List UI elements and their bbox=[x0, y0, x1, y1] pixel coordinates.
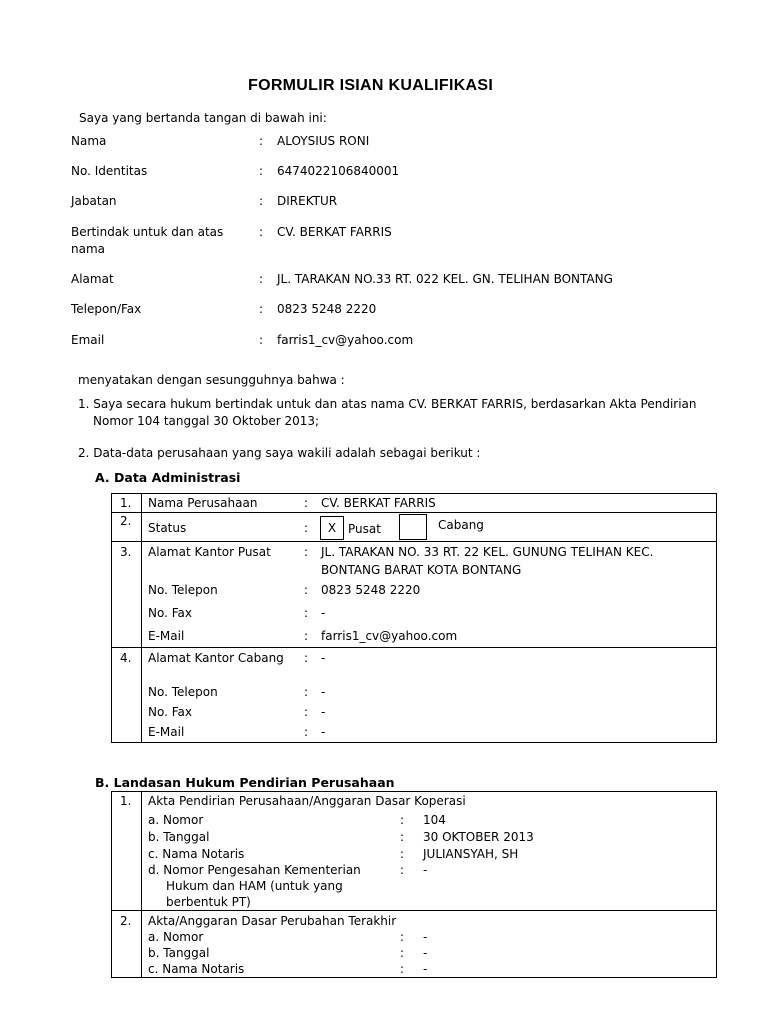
alamat-value: JL. TARAKAN NO.33 RT. 022 KEL. GN. TELIHAN BONTANG bbox=[277, 272, 613, 286]
colon: : bbox=[400, 830, 405, 844]
colon: : bbox=[304, 545, 309, 559]
identitas-label: No. Identitas bbox=[71, 164, 148, 178]
colon: : bbox=[400, 946, 405, 960]
alamat-pusat-value-line2: BONTANG BARAT KOTA BONTANG bbox=[321, 563, 522, 577]
column-divider bbox=[141, 791, 142, 978]
identitas-value: 6474022106840001 bbox=[277, 164, 400, 178]
pengesahan-label-line2: Hukum dan HAM (untuk yang bbox=[166, 879, 343, 893]
table-border bbox=[111, 493, 112, 743]
row-divider bbox=[111, 910, 717, 911]
bertindak-value: CV. BERKAT FARRIS bbox=[277, 225, 392, 239]
item1-line2: Nomor 104 tanggal 30 Oktober 2013; bbox=[93, 414, 320, 428]
perubahan-nomor-label: a. Nomor bbox=[148, 930, 204, 944]
bertindak-label-line1: Bertindak untuk dan atas bbox=[71, 225, 224, 239]
colon: : bbox=[400, 962, 405, 976]
akta-perubahan-title: Akta/Anggaran Dasar Perubahan Terakhir bbox=[148, 914, 397, 928]
nama-value: ALOYSIUS RONI bbox=[277, 134, 370, 148]
telepon-pusat-value: 0823 5248 2220 bbox=[321, 583, 421, 597]
table-border bbox=[716, 791, 717, 978]
pusat-label: Pusat bbox=[348, 522, 381, 536]
jabatan-value: DIREKTUR bbox=[277, 194, 338, 208]
akta-pendirian-title: Akta Pendirian Perusahaan/Anggaran Dasar Koperasi bbox=[148, 794, 466, 808]
item1-line1: 1. Saya secara hukum bertindak untuk dan atas nama CV. BERKAT FARRIS, berdasarkan Akta Pendirian bbox=[78, 397, 697, 411]
jabatan-label: Jabatan bbox=[71, 194, 117, 208]
perubahan-notaris-label: c. Nama Notaris bbox=[148, 962, 245, 976]
colon: : bbox=[304, 606, 309, 620]
statement-text: menyatakan dengan sesungguhnya bahwa : bbox=[78, 373, 345, 387]
column-divider bbox=[141, 493, 142, 743]
table-row-number: 4. bbox=[120, 651, 132, 665]
table-row-number: 1. bbox=[120, 496, 132, 510]
table-border bbox=[111, 791, 112, 978]
nama-label: Nama bbox=[71, 134, 107, 148]
fax-pusat-value: - bbox=[321, 606, 326, 620]
email-pusat-label: E-Mail bbox=[148, 629, 185, 643]
fax-cabang-label: No. Fax bbox=[148, 705, 192, 719]
telepon-pusat-label: No. Telepon bbox=[148, 583, 218, 597]
akta-tanggal-value: 30 OKTOBER 2013 bbox=[423, 830, 534, 844]
alamat-cabang-value: - bbox=[321, 651, 326, 665]
email-cabang-value: - bbox=[321, 725, 326, 739]
colon: : bbox=[304, 629, 309, 643]
alamat-cabang-label: Alamat Kantor Cabang bbox=[148, 651, 284, 665]
pengesahan-label-line1: d. Nomor Pengesahan Kementerian bbox=[148, 863, 361, 877]
akta-nomor-value: 104 bbox=[423, 813, 446, 827]
email-colon: : bbox=[259, 333, 264, 347]
akta-nomor-label: a. Nomor bbox=[148, 813, 204, 827]
bertindak-label-line2: nama bbox=[71, 242, 106, 256]
status-label: Status bbox=[148, 521, 187, 535]
item2-text: 2. Data-data perusahaan yang saya wakili adalah sebagai berikut : bbox=[78, 446, 481, 460]
colon: : bbox=[400, 863, 405, 877]
check-mark-x: X bbox=[327, 521, 337, 535]
fax-pusat-label: No. Fax bbox=[148, 606, 192, 620]
pusat-checkbox[interactable] bbox=[320, 516, 344, 540]
section-b-heading: B. Landasan Hukum Pendirian Perusahaan bbox=[95, 775, 395, 790]
table-row-number: 2. bbox=[120, 914, 132, 928]
alamat-colon: : bbox=[259, 272, 264, 286]
telepon-cabang-label: No. Telepon bbox=[148, 685, 218, 699]
perubahan-nomor-value: - bbox=[423, 930, 428, 944]
row-divider bbox=[111, 512, 717, 513]
telepon-value: 0823 5248 2220 bbox=[277, 302, 377, 316]
email-cabang-label: E-Mail bbox=[148, 725, 185, 739]
section-a-heading: A. Data Administrasi bbox=[95, 470, 241, 485]
colon: : bbox=[304, 725, 309, 739]
colon: : bbox=[304, 496, 309, 510]
nama-colon: : bbox=[259, 134, 264, 148]
alamat-label: Alamat bbox=[71, 272, 114, 286]
telepon-colon: : bbox=[259, 302, 264, 316]
akta-tanggal-label: b. Tanggal bbox=[148, 830, 210, 844]
colon: : bbox=[304, 685, 309, 699]
colon: : bbox=[400, 847, 405, 861]
colon: : bbox=[304, 583, 309, 597]
table-border bbox=[111, 977, 717, 978]
nama-perusahaan-value: CV. BERKAT FARRIS bbox=[321, 496, 436, 510]
colon: : bbox=[304, 651, 309, 665]
table-border bbox=[111, 493, 717, 494]
akta-notaris-value: JULIANSYAH, SH bbox=[423, 847, 519, 861]
pengesahan-value: - bbox=[423, 863, 428, 877]
perubahan-notaris-value: - bbox=[423, 962, 428, 976]
colon: : bbox=[400, 813, 405, 827]
colon: : bbox=[304, 521, 309, 535]
table-row-number: 1. bbox=[120, 794, 132, 808]
table-border bbox=[111, 742, 717, 743]
intro-text: Saya yang bertanda tangan di bawah ini: bbox=[79, 111, 327, 125]
alamat-pusat-label: Alamat Kantor Pusat bbox=[148, 545, 271, 559]
perubahan-tanggal-value: - bbox=[423, 946, 428, 960]
email-label: Email bbox=[71, 333, 105, 347]
email-pusat-value: farris1_cv@yahoo.com bbox=[321, 629, 458, 643]
akta-notaris-label: c. Nama Notaris bbox=[148, 847, 245, 861]
identitas-colon: : bbox=[259, 164, 264, 178]
fax-cabang-value: - bbox=[321, 705, 326, 719]
table-row-number: 3. bbox=[120, 545, 132, 559]
perubahan-tanggal-label: b. Tanggal bbox=[148, 946, 210, 960]
telepon-label: Telepon/Fax bbox=[71, 302, 142, 316]
nama-perusahaan-label: Nama Perusahaan bbox=[148, 496, 258, 510]
table-border bbox=[111, 791, 717, 792]
cabang-checkbox[interactable] bbox=[399, 514, 427, 540]
telepon-cabang-value: - bbox=[321, 685, 326, 699]
form-title: FORMULIR ISIAN KUALIFIKASI bbox=[248, 77, 494, 94]
colon: : bbox=[400, 930, 405, 944]
table-row-number: 2. bbox=[120, 514, 132, 528]
alamat-pusat-value-line1: JL. TARAKAN NO. 33 RT. 22 KEL. GUNUNG TELIHAN KEC. bbox=[321, 545, 654, 559]
email-value: farris1_cv@yahoo.com bbox=[277, 333, 414, 347]
row-divider bbox=[111, 541, 717, 542]
colon: : bbox=[304, 705, 309, 719]
row-divider bbox=[111, 647, 717, 648]
cabang-label: Cabang bbox=[438, 518, 484, 532]
table-border bbox=[716, 493, 717, 743]
bertindak-colon: : bbox=[259, 225, 264, 239]
pengesahan-label-line3: berbentuk PT) bbox=[166, 895, 251, 909]
jabatan-colon: : bbox=[259, 194, 264, 208]
